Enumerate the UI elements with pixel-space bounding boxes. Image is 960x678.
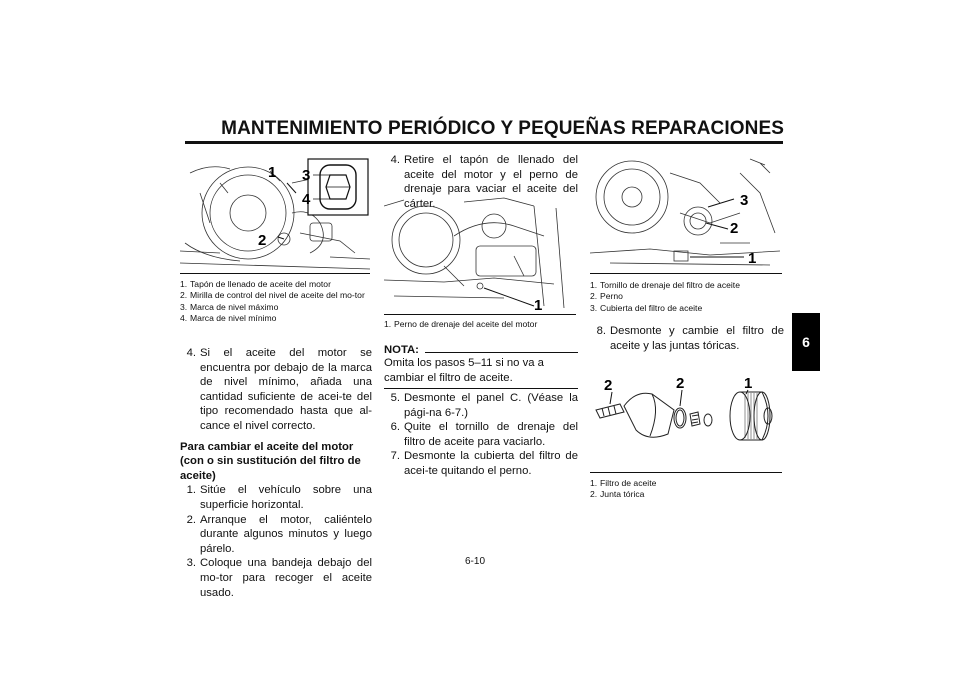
page-number: 6-10 (465, 556, 486, 567)
engine-illustration-2 (384, 196, 576, 314)
column-3-text (590, 324, 784, 353)
caption-item: 1. Perno de drenaje del aceite del motor (384, 319, 538, 329)
figure1-captions (180, 279, 370, 325)
caption-item: 4. Marca de nivel mínimo (180, 313, 277, 324)
callout-1: 1 (534, 297, 543, 314)
figure-oil-filter-parts (590, 370, 782, 473)
caption-item: 2. Junta tórica (590, 489, 645, 500)
note-text: Omita los pasos 5–11 si no va a cambiar el filtro de aceite. (384, 356, 578, 389)
figure2-captions (384, 319, 576, 330)
page-title: MANTENIMIENTO PERIÓDICO Y PEQUEÑAS REPARACIONES (221, 118, 784, 139)
callout-3: 3 (302, 167, 311, 184)
callout-2: 2 (676, 375, 685, 392)
column-2-text (384, 391, 578, 479)
caption-item: 2. Mirilla de control del nivel de aceite del mo-tor (180, 290, 365, 301)
note-box (384, 344, 578, 389)
step-item: 5. Desmonte el panel C. (Véase la pági-na 6-7.) (390, 392, 578, 419)
callout-2: 2 (258, 232, 267, 249)
callout-4: 4 (302, 191, 311, 208)
step-item: 1. Sitúe el vehículo sobre una superficie horizontal. (186, 484, 372, 511)
callout-1: 1 (748, 250, 757, 267)
header-rule (185, 141, 783, 144)
callout-3: 3 (740, 192, 749, 209)
figure-engine-oil-level (180, 153, 370, 274)
step-item: 3. Coloque una bandeja debajo del mo-tor para recoger el aceite usado. (186, 557, 372, 599)
callout-1: 1 (744, 375, 753, 392)
engine-illustration-3 (590, 153, 782, 273)
callout-2: 2 (604, 377, 613, 394)
caption-item: 1. Tapón de llenado de aceite del motor (180, 279, 331, 289)
engine-illustration-1 (180, 153, 370, 273)
caption-item: 1. Filtro de aceite (590, 478, 657, 488)
note-title: NOTA: (384, 344, 419, 356)
figure4-captions (590, 478, 782, 501)
step-item: 4. Retire el tapón de llenado del aceite del motor y el perno de drenaje para vaciar el aceite del cárter. (390, 154, 578, 210)
section-subheading: Para cambiar el aceite del motor (con o sin sustitución del filtro de aceite) (180, 440, 361, 482)
caption-item: 1. Tornillo de drenaje del filtro de aceite (590, 280, 740, 290)
figure-drain-bolt (384, 196, 576, 315)
figure3-captions (590, 280, 782, 314)
callout-2: 2 (730, 220, 739, 237)
step-item: 2. Arranque el motor, caliéntelo durante algunos minutos y luego párelo. (186, 513, 372, 555)
caption-item: 2. Perno (590, 291, 623, 302)
step-item: 6. Quite el tornillo de drenaje del filtro de aceite para vaciarlo. (390, 421, 578, 448)
oil-filter-exploded-view (590, 370, 782, 472)
chapter-tab[interactable]: 6 (792, 313, 820, 371)
caption-item: 3. Cubierta del filtro de aceite (590, 302, 703, 313)
step-item: 7. Desmonte la cubierta del filtro de acei-te quitando el perno. (390, 450, 578, 477)
caption-item: 3. Marca de nivel máximo (180, 301, 279, 312)
step-item: 8. Desmonte y cambie el filtro de aceite y las juntas tóricas. (596, 325, 784, 352)
callout-1: 1 (268, 164, 277, 181)
column-1-text (180, 346, 372, 600)
figure-filter-cover (590, 153, 782, 274)
step-item: 4. Si el aceite del motor se encuentra por debajo de la marca de nivel mínimo, añada una cantidad suficiente de acei-te del tipo recomendado hasta que al-cance el nivel correcto. (186, 347, 372, 432)
